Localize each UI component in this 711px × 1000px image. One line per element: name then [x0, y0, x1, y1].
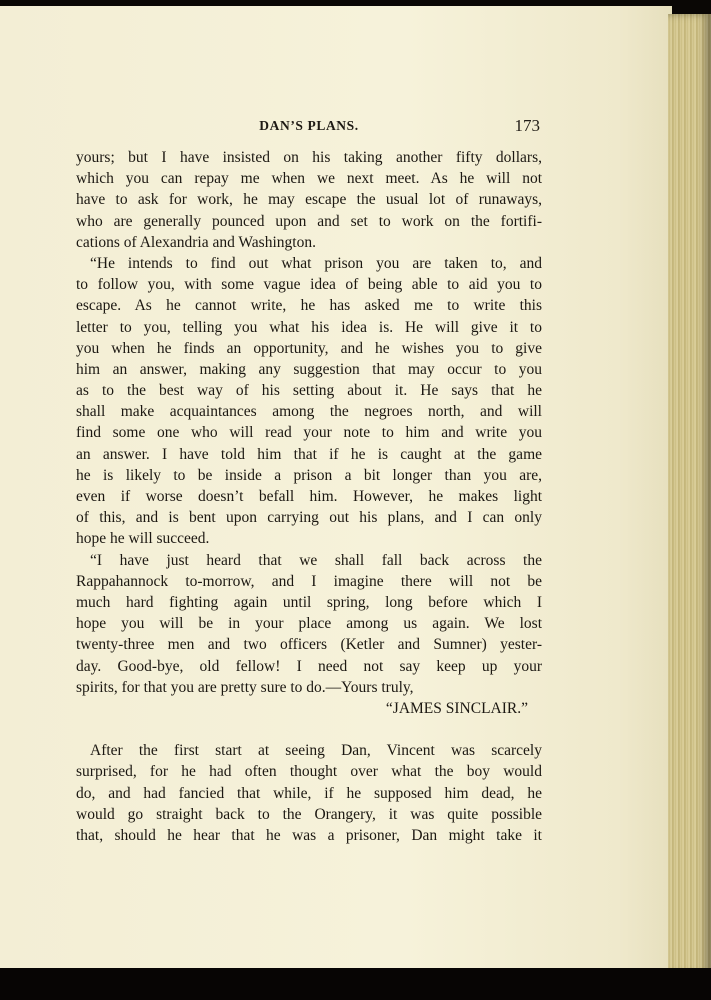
text-line: cations of Alexandria and Washington.	[76, 233, 316, 251]
text-line: yours; but I have insisted on his taking another fifty dollars,	[76, 149, 542, 166]
text-line: of this, and is bent upon carrying out his plans, and I can only	[76, 509, 542, 527]
page-number: 173	[514, 116, 540, 135]
running-head	[78, 116, 540, 138]
text-line: would go straight back to the Orangery, it was quite possible	[76, 805, 542, 823]
text-line: to follow you, with some vague idea of being able to aid you to	[76, 276, 542, 294]
text-line: find some one who will read your note to him and write you	[76, 424, 542, 442]
text-line: spirits, for that you are pretty sure to do.—Yours truly,	[76, 678, 414, 696]
bottom-shadow	[0, 968, 711, 1000]
text-line: have to ask for work, he may escape the usual lot of runaways,	[76, 191, 542, 209]
page-edges	[668, 14, 711, 974]
letter-signature: “JAMES SINCLAIR.”	[385, 699, 528, 717]
text-line: he is likely to be inside a prison a bit longer than you are,	[76, 466, 542, 484]
text-line: as to the best way of his setting about it. He says that he	[76, 382, 542, 400]
text-line: hope he will succeed.	[76, 530, 210, 548]
text-line: day. Good-bye, old fellow! I need not say keep up your	[76, 657, 542, 675]
paragraph-gap	[76, 719, 542, 740]
text-line: surprised, for he had often thought over what the boy would	[76, 763, 542, 781]
text-line: “I have just heard that we shall fall back across the	[90, 551, 542, 569]
text-line: After the first start at seeing Dan, Vincent was scarcely	[90, 742, 542, 760]
text-line: which you can repay me when we next meet. As he will not	[76, 170, 542, 188]
text-line: who are generally pounced upon and set to work on the fortifi-	[76, 212, 542, 230]
text-line: an answer. I have told him that if he is caught at the game	[76, 445, 542, 463]
text-line: even if worse doesn’t befall him. However, he makes light	[76, 488, 542, 505]
text-line: you when he finds an opportunity, and he wishes you to give	[76, 339, 542, 357]
text-line: Rappahannock to-morrow, and I imagine there will not be	[76, 572, 542, 590]
text-line: do, and had fancied that while, if he supposed him dead, he	[76, 784, 542, 802]
text-line: shall make acquaintances among the negroes north, and will	[76, 403, 542, 421]
body-text	[76, 147, 542, 846]
text-line: hope you will be in your place among us again. We lost	[76, 615, 542, 633]
text-line: letter to you, telling you what his idea is. He will give it to	[76, 318, 542, 336]
text-line: “He intends to find out what prison you are taken to, and	[90, 254, 542, 272]
text-line: twenty-three men and two officers (Ketler and Sumner) yester-	[76, 636, 542, 654]
text-line: him an answer, making any suggestion that may occur to you	[76, 360, 542, 378]
text-line: that, should he hear that he was a prisoner, Dan might take it	[76, 827, 542, 844]
text-line: escape. As he cannot write, he has asked me to write this	[76, 297, 542, 315]
text-line: much hard fighting again until spring, long before which I	[76, 593, 542, 611]
running-title: DAN’S PLANS.	[259, 118, 359, 133]
